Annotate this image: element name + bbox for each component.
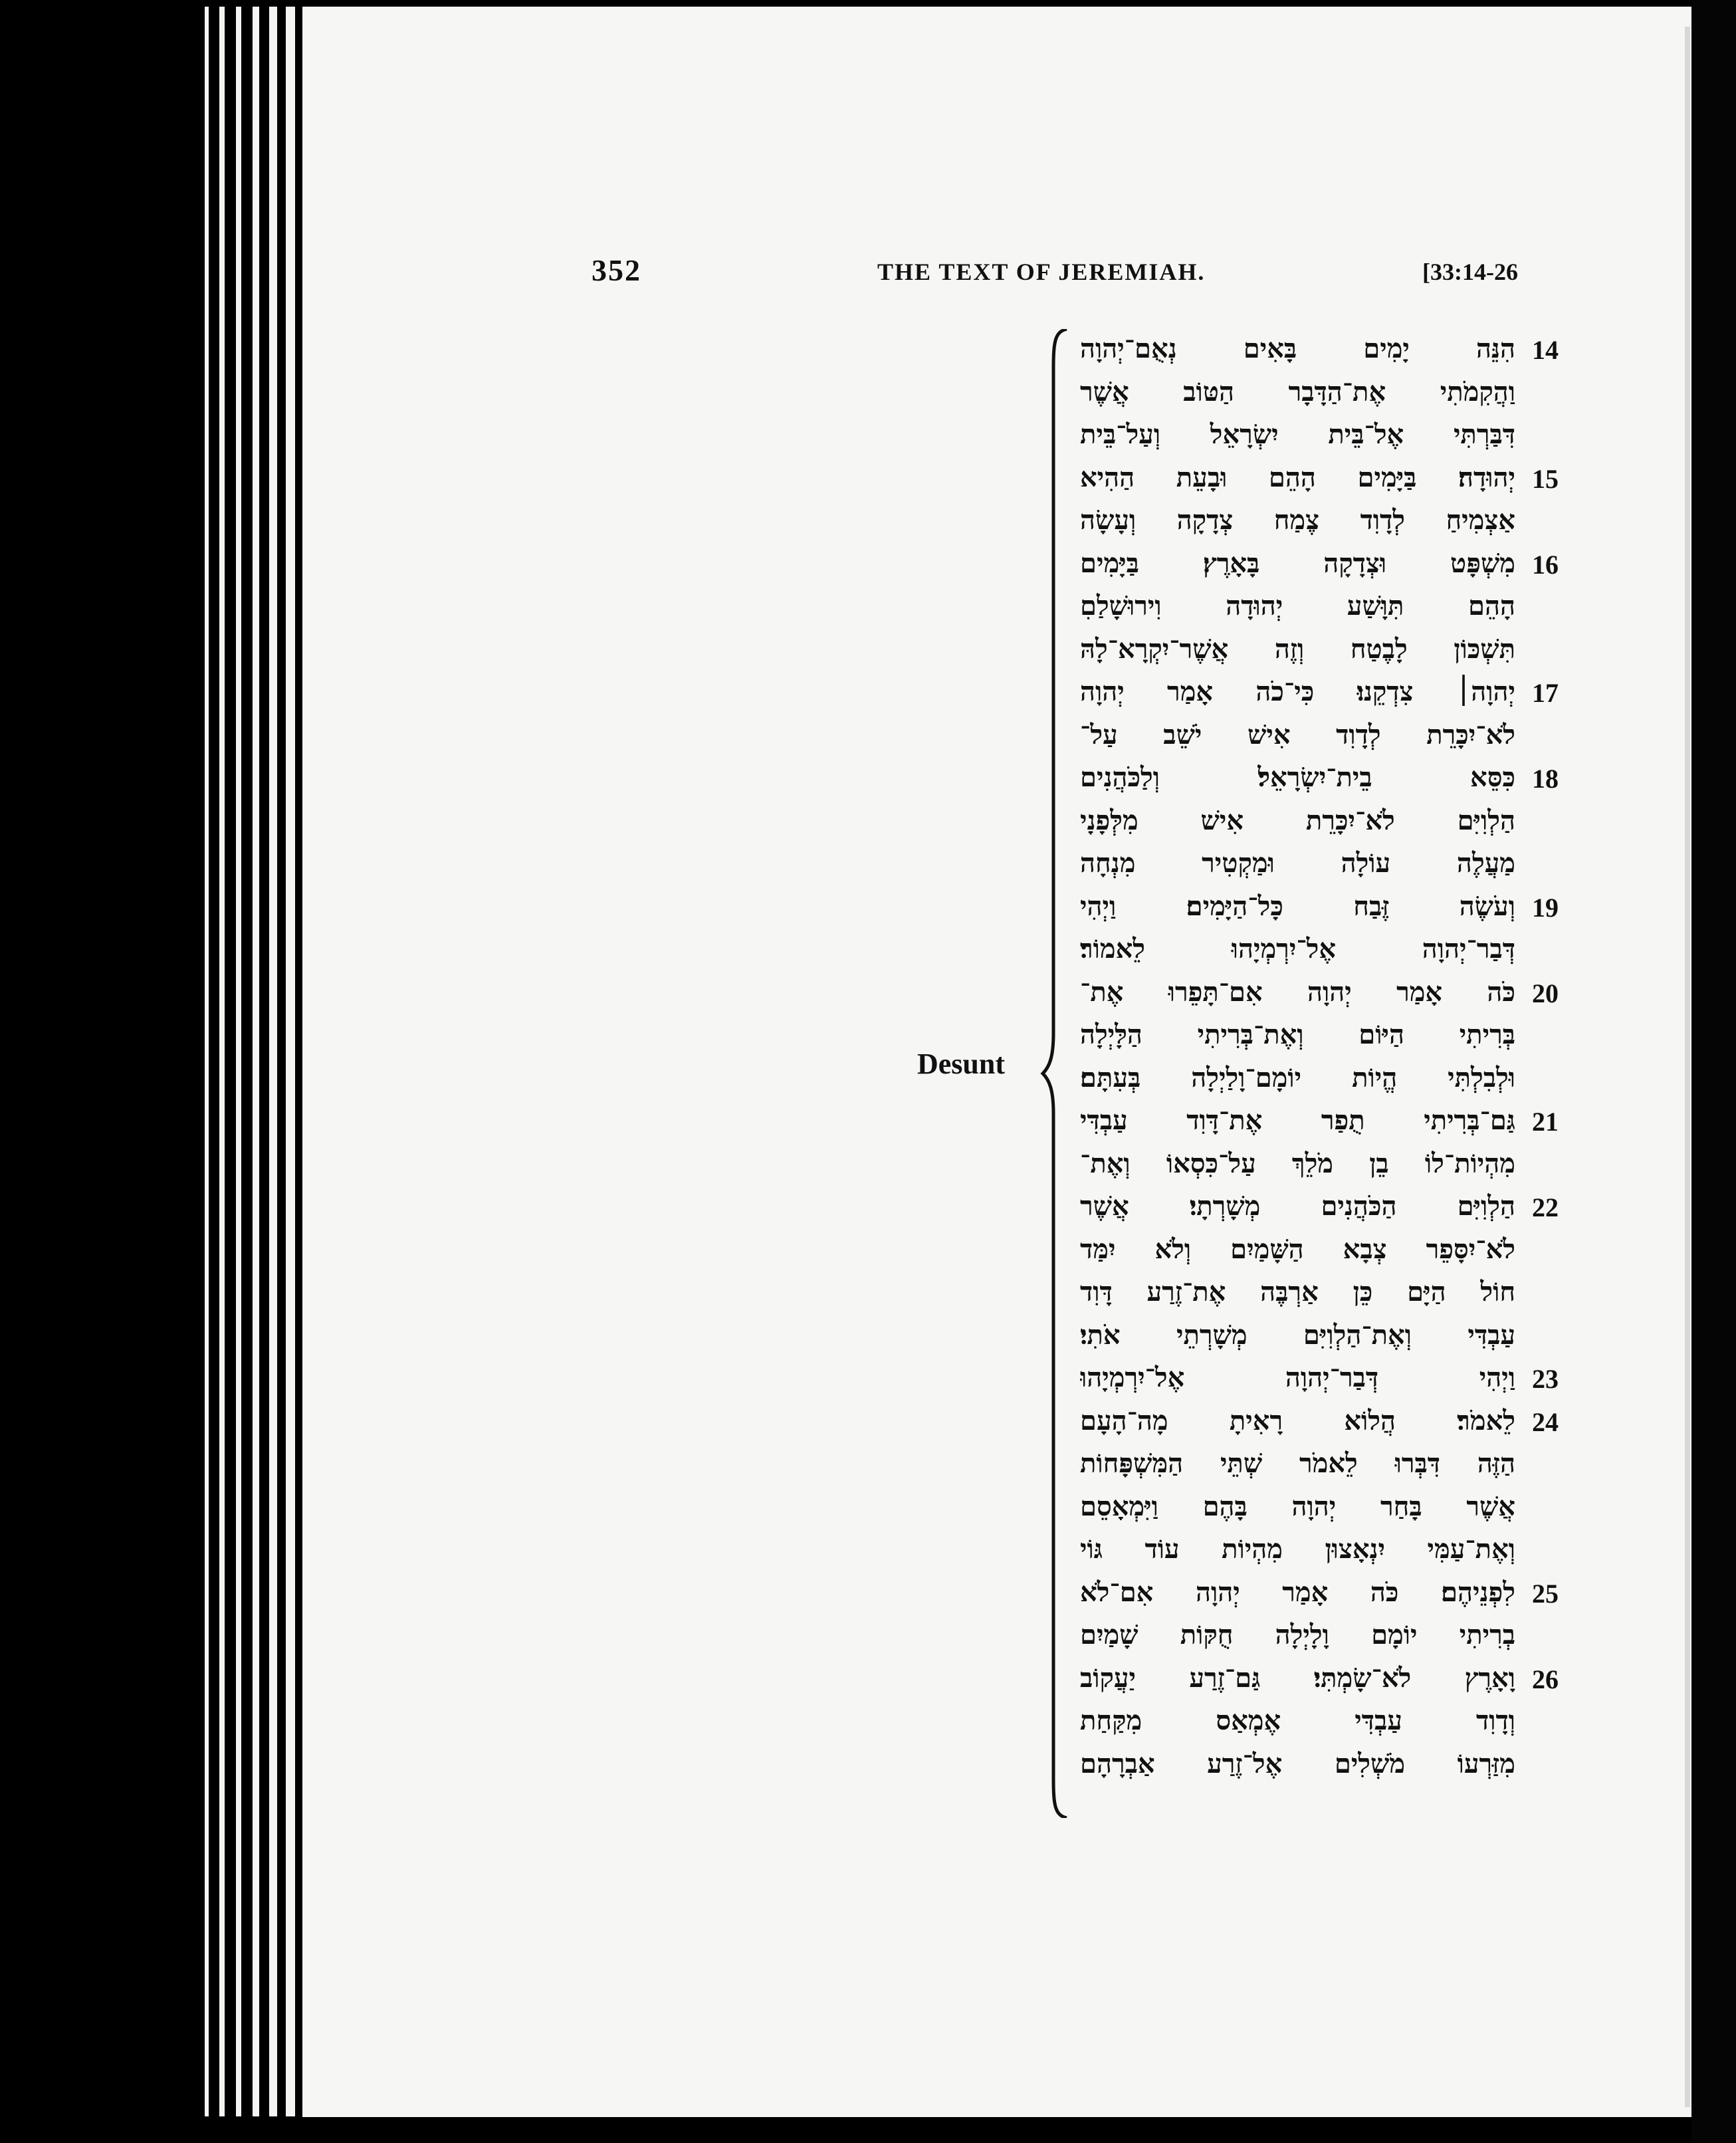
hebrew-line-text: הִנֵּה יָמִים בָּאִים נְאֻם־יְהוָה bbox=[1080, 333, 1515, 364]
page-edge bbox=[286, 7, 295, 2116]
text-line bbox=[1080, 1444, 1572, 1487]
hebrew-line-text: דְּבַר־יְהוָה אֶל־יִרְמְיָהוּ לֵאמוֹר׃ bbox=[1080, 933, 1515, 964]
verse-number: 23 bbox=[1532, 1364, 1559, 1394]
text-line bbox=[1080, 758, 1572, 801]
hebrew-line-text: לֵאמֹר׃ הֲלוֹא רָאִיתָ מָה־הָעָם bbox=[1080, 1405, 1515, 1436]
verse-number: 25 bbox=[1532, 1578, 1559, 1609]
text-line bbox=[1080, 372, 1572, 415]
text-line bbox=[1080, 1272, 1572, 1315]
text-line bbox=[1080, 1658, 1572, 1702]
hebrew-line-text: וָאָרֶץ לֹא־שָׂמְתִּי׃ גַּם־זֶרַע יַעֲקוֹב bbox=[1080, 1662, 1515, 1694]
hebrew-line-text: וְדָוִד עַבְדִּי אֶמְאַס מִקַּחַת bbox=[1080, 1705, 1515, 1736]
verse-range: [33:14-26 bbox=[1422, 259, 1518, 285]
scan-border bbox=[1691, 0, 1736, 2143]
page-number: 352 bbox=[592, 253, 641, 287]
hebrew-line-text: וְאֶת־עַמִּי יִנְאָצוּן מִהְיוֹת עוֹד גּוֹי bbox=[1080, 1533, 1515, 1565]
hebrew-line-text: דִּבַּרְתִּי אֶל־בֵּית יִשְׂרָאֵל וְעַל־בֵּית bbox=[1080, 419, 1515, 450]
text-line bbox=[1080, 329, 1572, 372]
text-line bbox=[1080, 1615, 1572, 1658]
verse-number: 18 bbox=[1532, 764, 1559, 794]
hebrew-line-text: לִפְנֵיהֶם׃ כֹּה אָמַר יְהוָה אִם־לֹא bbox=[1080, 1576, 1515, 1608]
hebrew-line-text: עַבְדִּי וְאֶת־הַלְוִיִּם מְשָׁרְתֵי אֹתִי׃ bbox=[1080, 1319, 1515, 1351]
hebrew-line-text: הַלְוִיִּם הַכֹּהֲנִים מְשָׁרְתָי׃ אֲשֶׁר bbox=[1080, 1190, 1515, 1222]
text-line bbox=[1080, 1358, 1572, 1401]
verse-number: 20 bbox=[1532, 978, 1559, 1008]
hebrew-line-text: הַלְוִיִּם לֹא־יִכָּרֵת אִישׁ מִלְּפָנָי bbox=[1080, 804, 1515, 836]
verse-number: 21 bbox=[1532, 1107, 1559, 1137]
text-line bbox=[1080, 501, 1572, 544]
text-line bbox=[1080, 1015, 1572, 1058]
text-line bbox=[1080, 458, 1572, 501]
text-line bbox=[1080, 1401, 1572, 1444]
text-line bbox=[1080, 1058, 1572, 1101]
text-line bbox=[1080, 629, 1572, 673]
hebrew-line-text: וְעֹשֶׂה זֶּבַח כָּל־הַיָּמִים׃ וַיְהִי bbox=[1080, 890, 1515, 922]
verse-number: 22 bbox=[1532, 1192, 1559, 1222]
verse-number: 14 bbox=[1532, 335, 1559, 365]
text-line bbox=[1080, 801, 1572, 844]
text-line bbox=[1080, 1230, 1572, 1273]
hebrew-line-text: חוֹל הַיָּם כֵּן אַרְבֶּה אֶת־זֶרַע דָּוִד bbox=[1080, 1276, 1515, 1307]
hebrew-line-text: יְהוָה׀ צִדְקֵנוּ׃ כִּי־כֹה אָמַר יְהוָה bbox=[1080, 676, 1515, 707]
hebrew-line-text: הַזֶּה דִּבְּרוּ לֵאמֹר שְׁתֵּי הַמִּשְׁפָּחוֹת bbox=[1080, 1448, 1515, 1479]
hebrew-line-text: מִהְיוֹת־לוֹ בֵן מֹלֵךְ עַל־כִּסְאוֹ וְאֶת־ bbox=[1080, 1147, 1515, 1179]
curly-brace bbox=[1040, 329, 1080, 1818]
text-line bbox=[1080, 1101, 1572, 1144]
hebrew-line-text: הָהֵם תִּוָּשַׁע יְהוּדָה וִירוּשָׁלַםִ bbox=[1080, 590, 1515, 621]
text-line bbox=[1080, 586, 1572, 629]
hebrew-line-text: תִּשְׁכּוֹן לָבֶטַח וְזֶה אֲשֶׁר־יִקְרָא־לָהּ bbox=[1080, 633, 1515, 665]
hebrew-line-text: כֹּה אָמַר יְהוָה אִם־תָּפֵרוּ אֶת־ bbox=[1080, 976, 1515, 1008]
hebrew-line-text: מִשְׁפָּט וּצְדָקָה בָּאָרֶץ׃ בַּיָּמִים bbox=[1080, 547, 1515, 579]
hebrew-line-text: אֲשֶׁר בָּחַר יְהוָה בָּהֶם וַיִּמְאָסֵם bbox=[1080, 1490, 1515, 1522]
text-line bbox=[1080, 1186, 1572, 1230]
hebrew-line-text: וַהֲקִמֹתִי אֶת־הַדָּבָר הַטּוֹב אֲשֶׁר bbox=[1080, 376, 1515, 407]
verse-number: 19 bbox=[1532, 892, 1559, 923]
running-title: THE TEXT OF JEREMIAH. bbox=[877, 259, 1206, 285]
hebrew-text-block bbox=[1080, 329, 1572, 1787]
text-line bbox=[1080, 1487, 1572, 1530]
hebrew-line-text: בְּרִיתִי הַיּוֹם וְאֶת־בְּרִיתִי הַלָּיְלָה bbox=[1080, 1019, 1515, 1050]
hebrew-line-text: לֹא־יִסָּפֵר צְבָא הַשָּׁמַיִם וְלֹא יִמַּד bbox=[1080, 1233, 1515, 1265]
text-line bbox=[1080, 844, 1572, 887]
text-line bbox=[1080, 1701, 1572, 1744]
hebrew-line-text: מִזַּרְעוֹ מֹשְׁלִים אֶל־זֶרַע אַבְרָהָם bbox=[1080, 1748, 1515, 1779]
side-note-desunt: Desunt bbox=[917, 1048, 1006, 1080]
verse-number: 15 bbox=[1532, 463, 1559, 494]
text-line bbox=[1080, 715, 1572, 758]
text-line bbox=[1080, 1573, 1572, 1616]
hebrew-line-text: וּלְבִלְתִּי הֱיוֹת יוֹמָם־וָלַיְלָה בְּעִתָּם׃ bbox=[1080, 1062, 1515, 1093]
page-edge-right bbox=[1685, 27, 1690, 2107]
text-line bbox=[1080, 1744, 1572, 1787]
hebrew-line-text: בְרִיתִי יוֹמָם וָלָיְלָה חֻקּוֹת שָׁמַיִם bbox=[1080, 1619, 1515, 1650]
text-line bbox=[1080, 1529, 1572, 1573]
hebrew-line-text: מַעֲלֶה עוֹלָה וּמַקְטִיר מִנְחָה bbox=[1080, 847, 1515, 879]
text-line bbox=[1080, 887, 1572, 930]
page-edge bbox=[205, 7, 209, 2116]
verse-number: 24 bbox=[1532, 1407, 1559, 1437]
verse-number: 17 bbox=[1532, 678, 1559, 708]
verse-number: 16 bbox=[1532, 549, 1559, 580]
hebrew-line-text: יְהוּדָה׃ בַּיָּמִים הָהֵם וּבָעֵת הַהִיא bbox=[1080, 461, 1515, 493]
verse-number: 26 bbox=[1532, 1664, 1559, 1694]
hebrew-line-text: כִּסֵּא בֵית־יִשְׂרָאֵל׃ וְלַכֹּהֲנִים bbox=[1080, 762, 1515, 793]
text-line bbox=[1080, 1315, 1572, 1359]
hebrew-line-text: לֹא־יִכָּרֵת לְדָוִד אִישׁ יֹשֵׁב עַל־ bbox=[1080, 719, 1515, 750]
text-line bbox=[1080, 1144, 1572, 1187]
text-line bbox=[1080, 415, 1572, 458]
page-edge bbox=[219, 7, 225, 2116]
text-line bbox=[1080, 672, 1572, 715]
text-line bbox=[1080, 972, 1572, 1016]
page-edge bbox=[269, 7, 277, 2116]
page-edge bbox=[236, 7, 241, 2116]
hebrew-line-text: וַיְהִי דְּבַר־יְהוָה אֶל־יִרְמְיָהוּ bbox=[1080, 1362, 1515, 1393]
page-edge bbox=[253, 7, 259, 2116]
text-line bbox=[1080, 929, 1572, 972]
text-line bbox=[1080, 544, 1572, 587]
hebrew-line-text: אַצְמִיחַ לְדָוִד צֶמַח צְדָקָה וְעָשָׂה bbox=[1080, 505, 1515, 536]
hebrew-line-text: גַּם־בְּרִיתִי תֻפַר אֶת־דָּוִד עַבְדִּי bbox=[1080, 1105, 1515, 1136]
